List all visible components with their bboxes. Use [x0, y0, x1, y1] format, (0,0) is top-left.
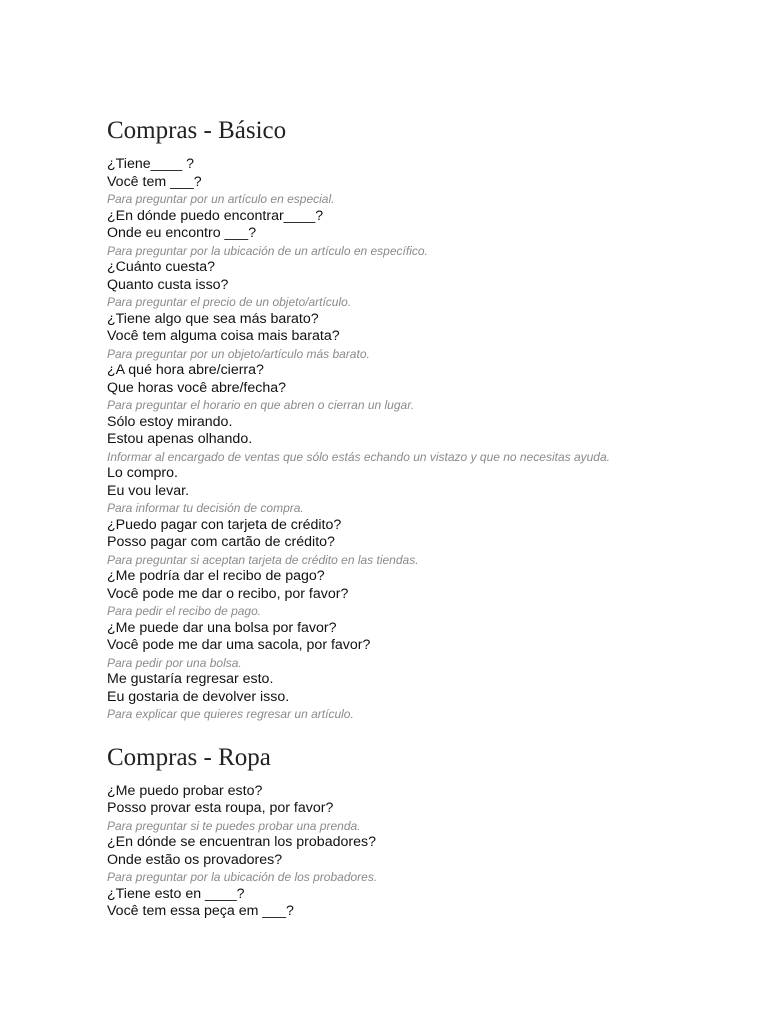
portuguese-phrase: Onde eu encontro ___? [107, 225, 257, 241]
spanish-phrase: ¿En dónde puedo encontrar____? [107, 207, 324, 224]
phrase-entry [107, 311, 747, 363]
spanish-phrase: ¿Tiene algo que sea más barato? [107, 310, 319, 327]
phrase-entry [107, 620, 747, 672]
portuguese-phrase: Você pode me dar uma sacola, por favor? [107, 637, 371, 653]
spanish-phrase: Me gustaría regresar esto. [107, 671, 274, 687]
spanish-phrase: ¿En dónde se encuentran los probadores? [107, 834, 376, 850]
usage-note: Para informar tu decisión de compra. [107, 501, 304, 515]
usage-note: Para pedir por una bolsa. [107, 655, 242, 670]
usage-note: Para preguntar si aceptan tarjeta de crédito en las tiendas. [107, 552, 419, 567]
phrase-entry [107, 156, 747, 208]
spanish-phrase: Lo compro. [107, 465, 178, 481]
spanish-phrase: Sólo estoy mirando. [107, 413, 233, 430]
portuguese-phrase: Eu gostaria de devolver isso. [107, 688, 290, 705]
phrase-entry [107, 517, 747, 569]
section-title: Compras - Ropa [107, 743, 271, 771]
usage-note: Para preguntar el horario en que abren o cierran un lugar. [107, 398, 415, 412]
portuguese-phrase: Posso provar esta roupa, por favor? [107, 800, 334, 816]
section-compras-basico [107, 114, 747, 723]
portuguese-phrase: Você tem alguma coisa mais barata? [107, 328, 340, 344]
spanish-phrase: ¿Me puedo probar esto? [107, 782, 263, 799]
phrase-entry [107, 568, 747, 620]
spanish-phrase: ¿Cuánto cuesta? [107, 259, 216, 275]
usage-note: Para preguntar por la ubicación de un artículo en específico. [107, 243, 428, 258]
portuguese-phrase: Você tem essa peça em ___? [107, 903, 294, 919]
phrase-entry [107, 208, 747, 260]
portuguese-phrase: Você tem ___? [107, 173, 202, 190]
document-page [107, 114, 747, 921]
usage-note: Para explicar que quieres regresar un artículo. [107, 707, 354, 721]
phrase-entry [107, 834, 747, 886]
usage-note: Para preguntar por un objeto/artículo más barato. [107, 346, 370, 361]
section-compras-ropa [107, 741, 747, 921]
phrase-entry [107, 362, 747, 414]
spanish-phrase: ¿A qué hora abre/cierra? [107, 362, 264, 378]
section-title: Compras - Básico [107, 117, 287, 144]
phrase-entry [107, 465, 747, 517]
portuguese-phrase: Estou apenas olhando. [107, 431, 253, 447]
portuguese-phrase: Eu vou levar. [107, 482, 190, 499]
portuguese-phrase: Você pode me dar o recibo, por favor? [107, 585, 349, 602]
spanish-phrase: ¿Me podría dar el recibo de pago? [107, 568, 325, 584]
portuguese-phrase: Posso pagar com cartão de crédito? [107, 534, 335, 550]
usage-note: Informar al encargado de ventas que sólo estás echando un vistazo y que no necesitas ayuda. [107, 449, 610, 464]
usage-note: Para preguntar el precio de un objeto/artículo. [107, 295, 352, 309]
usage-note: Para preguntar por la ubicación de los probadores. [107, 870, 378, 884]
spanish-phrase: ¿Me puede dar una bolsa por favor? [107, 619, 337, 636]
phrase-entry [107, 886, 747, 921]
phrase-entry [107, 671, 747, 723]
portuguese-phrase: Que horas você abre/fecha? [107, 379, 287, 396]
usage-note: Para preguntar por un artículo en especial. [107, 192, 335, 206]
spanish-phrase: ¿Tiene____ ? [107, 156, 195, 172]
phrase-entry [107, 414, 747, 466]
portuguese-phrase: Quanto custa isso? [107, 276, 229, 293]
usage-note: Para pedir el recibo de pago. [107, 604, 262, 618]
phrase-entry [107, 783, 747, 835]
portuguese-phrase: Onde estão os provadores? [107, 851, 283, 868]
usage-note: Para preguntar si te puedes probar una prenda. [107, 818, 361, 833]
spanish-phrase: ¿Tiene esto en ____? [107, 885, 245, 902]
spanish-phrase: ¿Puedo pagar con tarjeta de crédito? [107, 516, 342, 533]
phrase-entry [107, 259, 747, 311]
